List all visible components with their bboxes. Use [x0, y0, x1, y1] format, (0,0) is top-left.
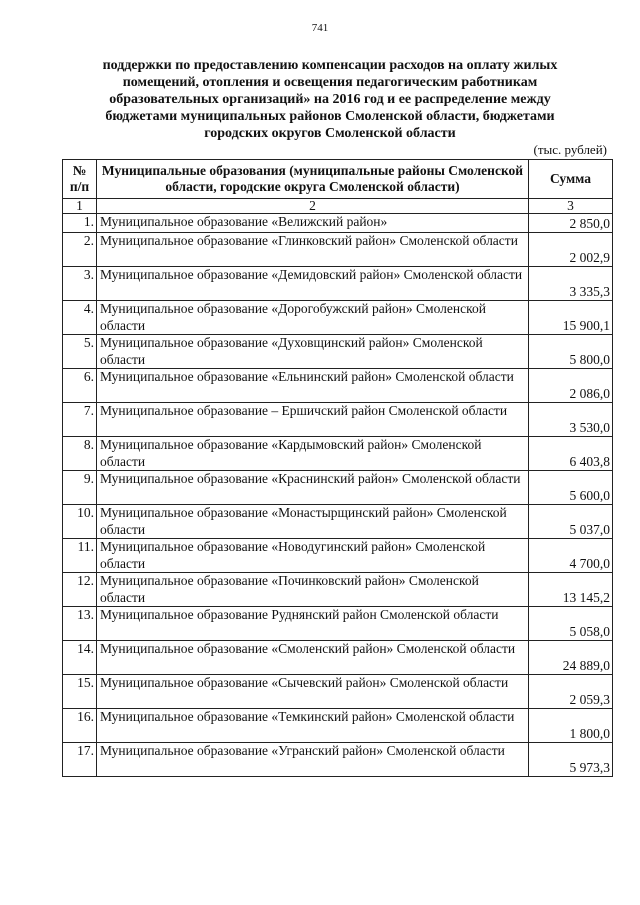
heading-line: городских округов Смоленской области	[204, 126, 456, 141]
row-sum: 13 145,2	[529, 573, 613, 607]
table-row	[63, 709, 613, 743]
row-sum: 2 059,3	[529, 675, 613, 709]
row-number: 9.	[63, 471, 97, 505]
table-row	[63, 743, 613, 777]
units-label: (тыс. рублей)	[533, 142, 607, 157]
row-number: 13.	[63, 607, 97, 641]
row-sum: 5 037,0	[529, 505, 613, 539]
row-municipality: Муниципальное образование «Новодугинский район» Смоленской области	[97, 539, 529, 573]
table-row	[63, 301, 613, 335]
row-number: 15.	[63, 675, 97, 709]
row-number: 4.	[63, 301, 97, 335]
row-number: 8.	[63, 437, 97, 471]
row-municipality: Муниципальное образование – Ершичский район Смоленской области	[97, 403, 529, 437]
table-row	[63, 505, 613, 539]
row-sum: 15 900,1	[529, 301, 613, 335]
column-index: 1	[63, 199, 97, 214]
table-row	[63, 267, 613, 301]
heading-line: помещений, отопления и освещения педагогическим работникам	[122, 75, 538, 90]
row-number: 3.	[63, 267, 97, 301]
row-number: 7.	[63, 403, 97, 437]
row-municipality: Муниципальное образование «Смоленский район» Смоленской области	[97, 641, 529, 675]
row-municipality: Муниципальное образование Руднянский район Смоленской области	[97, 607, 529, 641]
row-municipality: Муниципальное образование «Угранский район» Смоленской области	[97, 743, 529, 777]
table-row	[63, 335, 613, 369]
row-sum: 3 335,3	[529, 267, 613, 301]
page-number: 741	[311, 22, 329, 34]
row-sum: 2 086,0	[529, 369, 613, 403]
heading-line: образовательных организаций» на 2016 год и ее распределение между	[109, 92, 551, 107]
table-row	[63, 675, 613, 709]
row-number: 11.	[63, 539, 97, 573]
row-municipality: Муниципальное образование «Демидовский район» Смоленской области	[97, 267, 529, 301]
header-municipality: Муниципальные образования (муниципальные районы Смоленской области, городские округа Смоленской области)	[97, 160, 529, 199]
table-row	[63, 214, 613, 233]
table-row	[63, 403, 613, 437]
row-sum: 2 002,9	[529, 233, 613, 267]
header-number: № п/п	[63, 160, 97, 199]
table-row	[63, 369, 613, 403]
column-index-row	[63, 199, 613, 214]
column-index: 2	[97, 199, 529, 214]
row-number: 2.	[63, 233, 97, 267]
heading-line: поддержки по предоставлению компенсации расходов на оплату жилых	[102, 58, 558, 73]
row-municipality: Муниципальное образование «Духовщинский район» Смоленской области	[97, 335, 529, 369]
header-sum: Сумма	[529, 160, 613, 199]
row-sum: 6 403,8	[529, 437, 613, 471]
table-row	[63, 233, 613, 267]
row-municipality: Муниципальное образование «Кардымовский район» Смоленской области	[97, 437, 529, 471]
row-sum: 3 530,0	[529, 403, 613, 437]
row-municipality: Муниципальное образование «Дорогобужский район» Смоленской области	[97, 301, 529, 335]
row-sum: 5 800,0	[529, 335, 613, 369]
document-heading	[60, 57, 600, 142]
row-sum: 1 800,0	[529, 709, 613, 743]
row-sum: 4 700,0	[529, 539, 613, 573]
row-municipality: Муниципальное образование «Сычевский район» Смоленской области	[97, 675, 529, 709]
row-sum: 5 973,3	[529, 743, 613, 777]
row-sum: 5 600,0	[529, 471, 613, 505]
row-municipality: Муниципальное образование «Велижский район»	[97, 214, 529, 233]
heading-line: бюджетами муниципальных районов Смоленской области, бюджетами	[105, 109, 555, 124]
row-number: 10.	[63, 505, 97, 539]
row-sum: 2 850,0	[529, 214, 613, 233]
row-number: 6.	[63, 369, 97, 403]
table-row	[63, 437, 613, 471]
row-sum: 24 889,0	[529, 641, 613, 675]
row-number: 17.	[63, 743, 97, 777]
row-municipality: Муниципальное образование «Починковский район» Смоленской области	[97, 573, 529, 607]
table-row	[63, 573, 613, 607]
row-number: 16.	[63, 709, 97, 743]
row-sum: 5 058,0	[529, 607, 613, 641]
row-number: 1.	[63, 214, 97, 233]
table-header-row	[63, 160, 613, 199]
distribution-table	[62, 159, 613, 777]
table-row	[63, 539, 613, 573]
table-row	[63, 607, 613, 641]
table-row	[63, 471, 613, 505]
row-municipality: Муниципальное образование «Ельнинский район» Смоленской области	[97, 369, 529, 403]
row-number: 5.	[63, 335, 97, 369]
row-municipality: Муниципальное образование «Темкинский район» Смоленской области	[97, 709, 529, 743]
row-municipality: Муниципальное образование «Краснинский район» Смоленской области	[97, 471, 529, 505]
row-municipality: Муниципальное образование «Монастырщинский район» Смоленской области	[97, 505, 529, 539]
row-municipality: Муниципальное образование «Глинковский район» Смоленской области	[97, 233, 529, 267]
row-number: 12.	[63, 573, 97, 607]
column-index: 3	[529, 199, 613, 214]
table-row	[63, 641, 613, 675]
row-number: 14.	[63, 641, 97, 675]
